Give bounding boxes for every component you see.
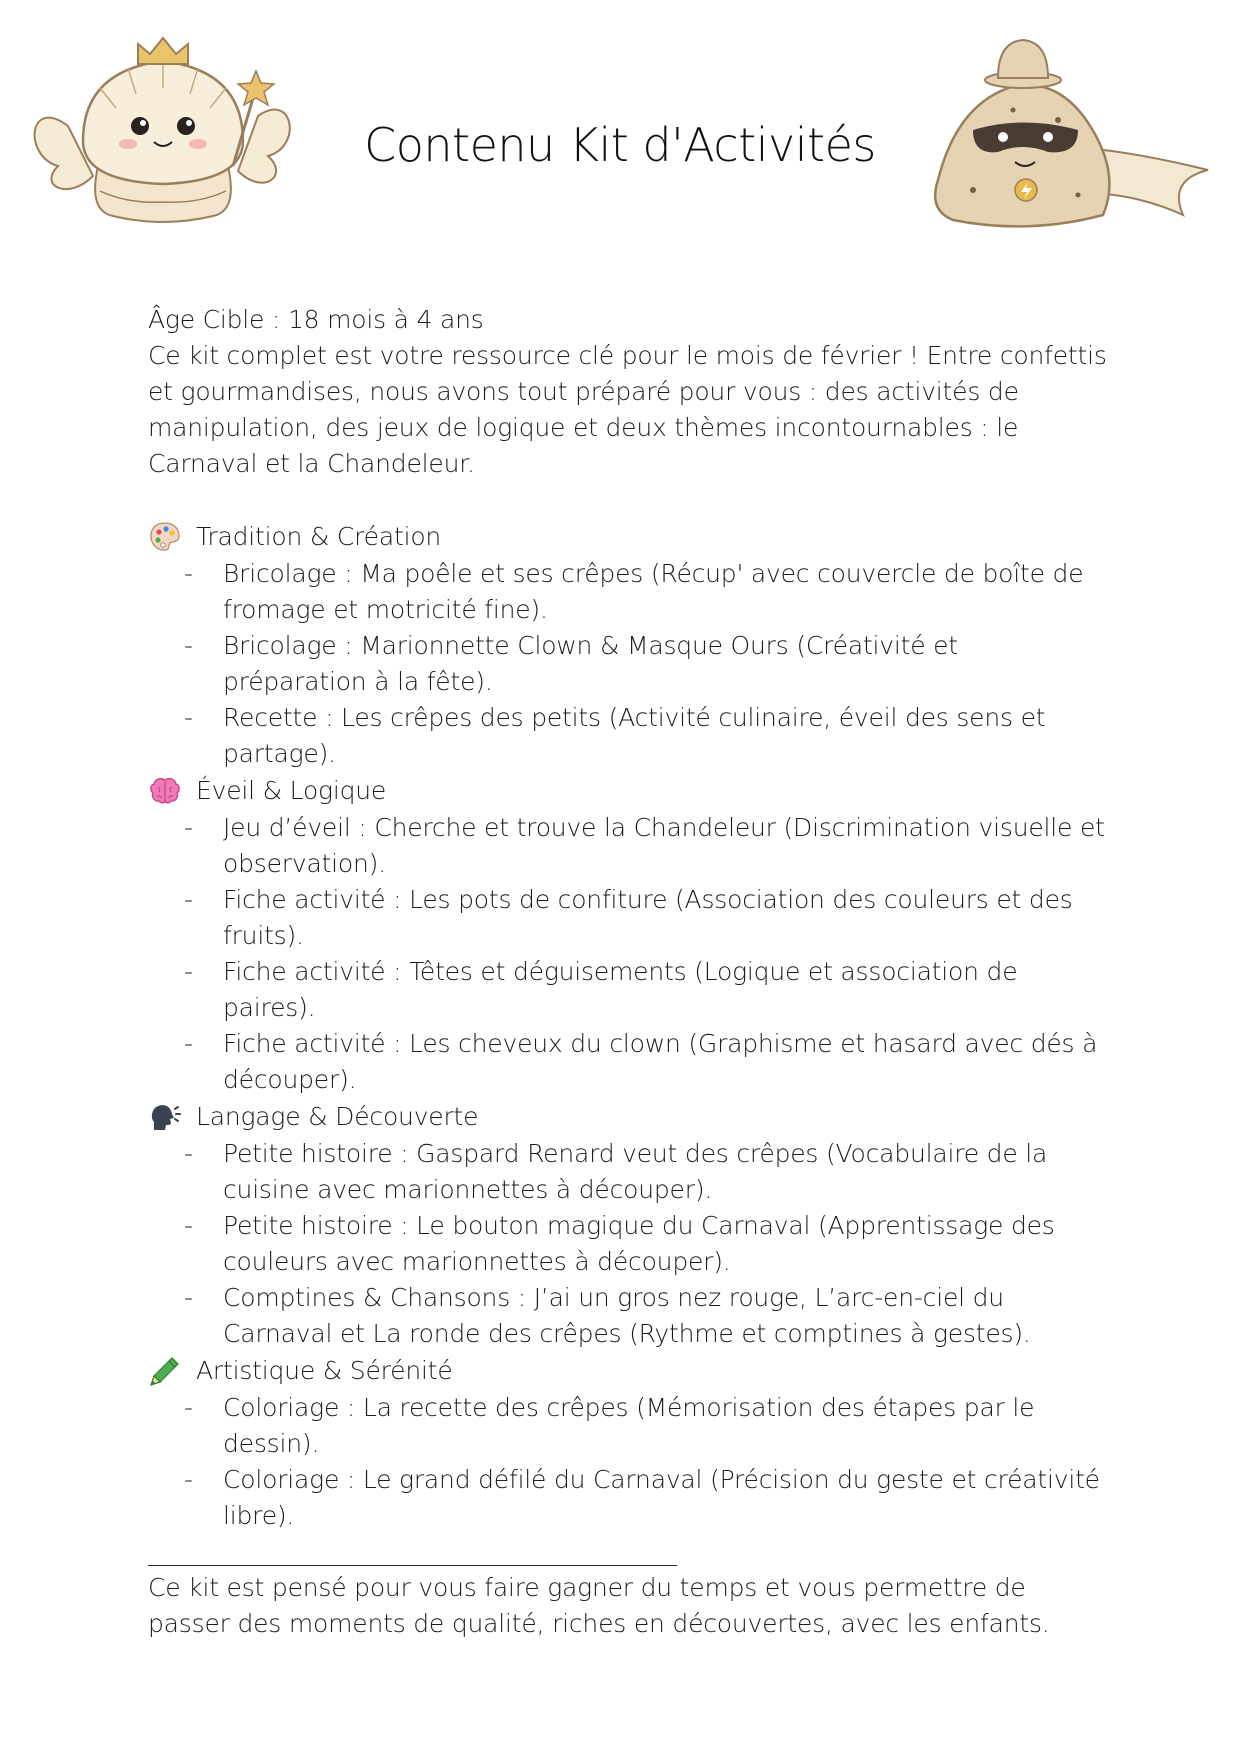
speaking-head-icon [148,1100,182,1134]
separator-line: ___________________________________________ [148,1537,677,1566]
list-item: - Coloriage : Le grand défilé du Carnaval (Précision du geste et créativité libre). [184,1465,1100,1530]
section-title-tradition-creation: Tradition & Création [196,522,442,551]
section-items [148,1390,1108,1534]
masked-shell-illustration [918,30,1218,255]
section-artistique-serenite [148,1352,1108,1534]
shell-fairy-illustration [28,16,298,236]
section-tradition-creation [148,518,1108,772]
section-title-eveil-logique: Éveil & Logique [196,776,387,805]
list-item: - Fiche activité : Les pots de confiture (Association des couleurs et des fruits). [184,885,1073,950]
page-title: Contenu Kit d'Activités [364,118,876,172]
section-title-langage-decouverte: Langage & Découverte [196,1102,479,1131]
list-item: - Fiche activité : Têtes et déguisements (Logique et association de paires). [184,957,1018,1022]
list-item: - Comptines & Chansons : J’ai un gros nez rouge, L’arc-en-ciel du Carnaval et La ronde des crêpes (Rythme et comptines à gestes). [184,1283,1031,1348]
list-item: - Recette : Les crêpes des petits (Activité culinaire, éveil des sens et partage). [184,703,1046,768]
section-items [148,556,1108,772]
document-body [148,302,1108,1642]
section-items [148,810,1108,1098]
list-item: - Bricolage : Ma poêle et ses crêpes (Récup' avec couvercle de boîte de fromage et motricité fine). [184,559,1084,624]
list-item: - Petite histoire : Le bouton magique du Carnaval (Apprentissage des couleurs avec marionnettes à découper). [184,1211,1055,1276]
palette-icon [148,520,182,554]
list-item: - Coloriage : La recette des crêpes (Mémorisation des étapes par le dessin). [184,1393,1035,1458]
closing-text: Ce kit est pensé pour vous faire gagner du temps et vous permettre de passer des moments de qualité, riches en découvertes, avec les enfants. [148,1573,1050,1638]
crayon-icon [148,1354,182,1388]
list-item: - Fiche activité : Les cheveux du clown (Graphisme et hasard avec dés à découper). [184,1029,1098,1094]
brain-icon [148,774,182,808]
section-title-artistique-serenite: Artistique & Sérénité [196,1356,453,1385]
section-eveil-logique [148,772,1108,1098]
intro-text: Ce kit complet est votre ressource clé pour le mois de février ! Entre confettis et gourmandises, nous avons tout préparé pour vous : des activités de manipulation, des jeux de logique et deux thèmes incontournables : le Carnaval et la Chandeleur. [148,341,1107,478]
section-items [148,1136,1108,1352]
section-langage-decouverte [148,1098,1108,1352]
list-item: - Petite histoire : Gaspard Renard veut des crêpes (Vocabulaire de la cuisine avec marionnettes à découper). [184,1139,1048,1204]
list-item: - Bricolage : Marionnette Clown & Masque Ours (Créativité et préparation à la fête). [184,631,958,696]
target-age: Âge Cible : 18 mois à 4 ans [148,305,484,334]
list-item: - Jeu d’éveil : Cherche et trouve la Chandeleur (Discrimination visuelle et observation). [184,813,1105,878]
